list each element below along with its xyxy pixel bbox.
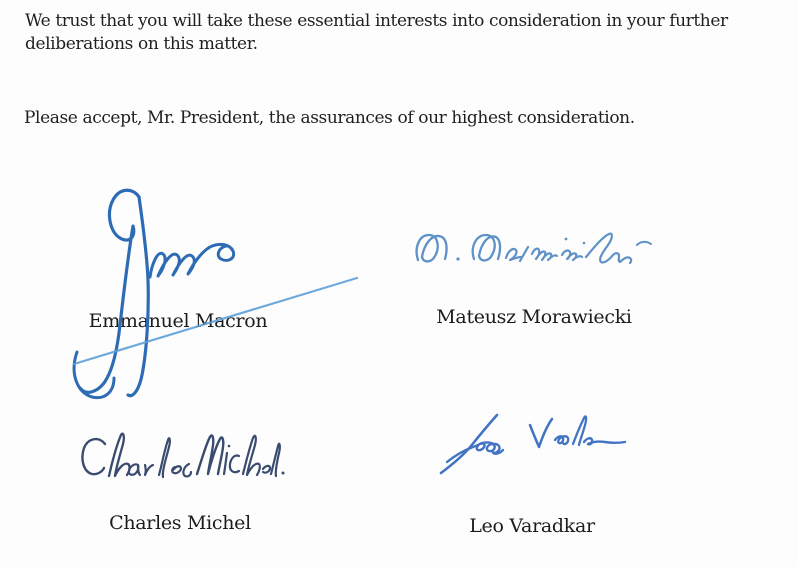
signatory-name-emmanuel-macron: Emmanuel Macron [88, 310, 268, 332]
michel-ink-i-dot [228, 445, 231, 448]
michel-ink-period-dot [282, 472, 285, 475]
macron-ink-loop-stroke [80, 190, 139, 392]
leo-varadkar-signature [435, 405, 635, 480]
macron-ink-diagonal-flourish [74, 278, 357, 364]
morawiecki-ink-wie-stroke [562, 251, 582, 260]
closing-paragraph-line-1: We trust that you will take these essential interests into consideration in your further [25, 11, 728, 31]
closing-paragraph [25, 10, 728, 56]
morawiecki-ink-o-stroke [506, 249, 521, 260]
morawiecki-ink-tilde-flourish [637, 242, 651, 245]
macron-ink-squiggle-stroke [150, 244, 234, 277]
valediction-line-1: Please accept, Mr. President, the assurances of our highest consideration. [24, 108, 635, 128]
signatory-name-mateusz-morawiecki: Mateusz Morawiecki [436, 306, 632, 328]
michel-ink-i-stroke [224, 453, 227, 474]
michel-ink-c2-stroke [230, 455, 239, 472]
michel-ink-h2-stroke [243, 436, 260, 475]
morawiecki-ink-period-dot [456, 257, 459, 260]
michel-ink-a-stroke [129, 464, 140, 475]
morawiecki-ink-i-dot-2 [583, 242, 586, 245]
michel-ink-e-stroke [172, 466, 181, 473]
varadkar-ink-aa-stroke [555, 436, 568, 444]
morawiecki-ink-humps-stroke [532, 249, 557, 260]
valediction-paragraph [24, 107, 635, 130]
michel-ink-l2-stroke [271, 444, 280, 476]
michel-ink-r-stroke [145, 465, 153, 475]
morawiecki-ink-ck-loop-stroke [586, 234, 631, 263]
michel-ink-l-stroke [159, 438, 170, 477]
michel-ink-e2-stroke [263, 466, 270, 473]
macron-ink-stem-stroke [128, 197, 148, 396]
morawiecki-ink-initial-m [417, 235, 447, 261]
michel-ink-h-stroke [109, 434, 130, 476]
morawiecki-ink-r-slash [520, 247, 528, 261]
mateusz-morawiecki-signature [408, 228, 658, 273]
varadkar-ink-eo-stroke [447, 442, 503, 462]
michel-ink-capital-m-stroke [197, 435, 223, 474]
michel-ink-c-stroke [82, 439, 105, 474]
signatory-name-leo-varadkar: Leo Varadkar [469, 515, 595, 537]
signatory-name-charles-michel: Charles Michel [109, 512, 251, 534]
michel-ink-s-stroke [183, 464, 191, 476]
varadkar-ink-v-stroke [530, 419, 552, 447]
varadkar-ink-l-sweep-stroke [441, 415, 497, 473]
closing-paragraph-line-2: deliberations on this matter. [25, 34, 258, 54]
morawiecki-ink-i-dot [565, 238, 568, 241]
varadkar-ink-ar-tail-stroke [584, 438, 625, 444]
emmanuel-macron-signature [55, 175, 365, 405]
morawiecki-ink-capital-m [473, 235, 500, 260]
charles-michel-signature [75, 428, 295, 498]
